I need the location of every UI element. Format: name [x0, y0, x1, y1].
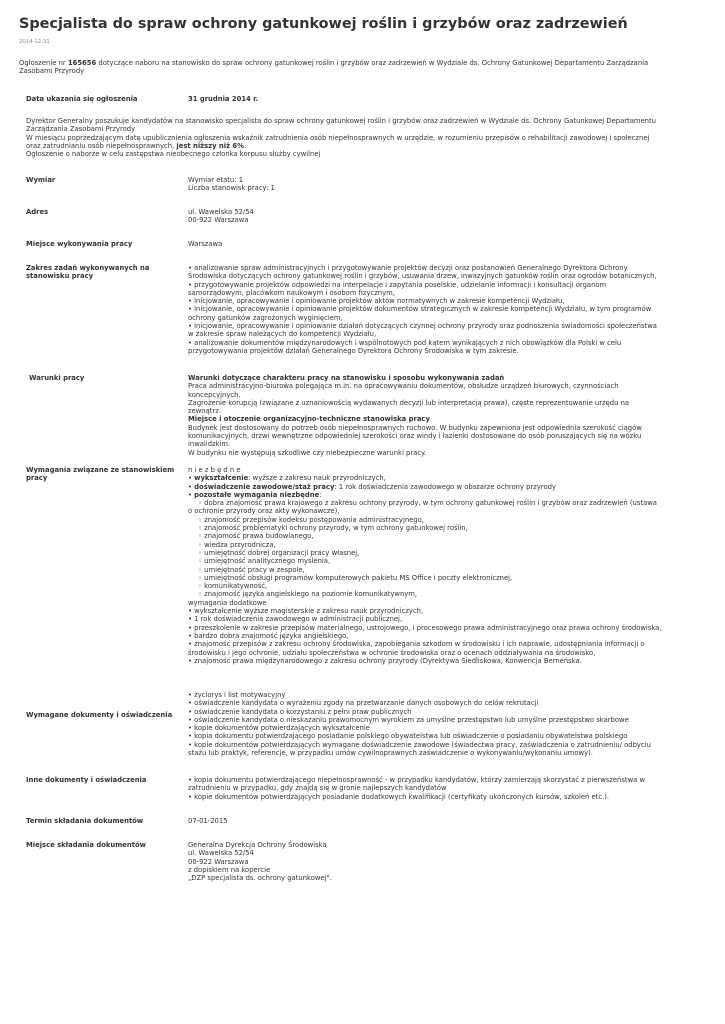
list-item: • inicjowanie, opracowywanie i opiniowanie projektów aktów normatywnych w zakresie kompetencji Wydziału, [188, 297, 565, 306]
sub-list-item: ◦ umiejętność dobrej organizacji pracy własnej, [198, 548, 360, 557]
wyksztalcenie-value: : wyższe z zakresu nauk przyrodniczych, [248, 474, 386, 483]
list-item: • kopie dokumentów potwierdzających posiadanie dodatkowych kwalifikacji (certyfikaty ukończonych kursów, szkoleń etc.). [188, 792, 610, 801]
termin-value: 07-01-2015 [188, 817, 228, 825]
summary-block [26, 117, 656, 158]
publication-date: 2014-12-31 [19, 39, 50, 45]
sub-list-item: ◦ znajomość problematyki ochrony przyrody, w tym ochrony gatunkowej roślin, [198, 524, 468, 533]
list-item: • bardzo dobra znajomość języka angielskiego, [188, 631, 349, 640]
wymiar-value [188, 176, 663, 193]
termin-label: Termin składania dokumentów [26, 817, 144, 825]
summary-line-2-end: . [243, 141, 247, 150]
wyksztalcenie-label: wykształcenie [194, 474, 249, 483]
list-item: • kopia dokumentu potwierdzającego niepełnosprawność - w przypadku kandydatów, którzy zamierzają skorzystać z pierwszeństwa w zatrudnieniu w przypadku, gdy znajdą się w gronie najlepszych kandydatów [188, 776, 646, 793]
sub-list-item: ◦ dobra znajomość prawa krajowego z zakresu ochrony przyrody, w tym ochrony gatunkowej roślin i grzybów oraz zadrzewień (ustawa o ochronie przyrody oraz akty wykonawcze), [188, 499, 657, 516]
intro-paragraph [19, 59, 679, 76]
list-item: • inicjowanie, opracowywanie i opiniowanie działań dotyczących czynnej ochrony przyrody oraz podnoszenia świadomości społeczeństwa w zakresie spraw należących do kompetencji Wydziału, [188, 322, 657, 339]
summary-line-3: Ogłoszenie o naborze w celu zastępstwa nieobecnego członka korpusu służby cywilnej [26, 150, 321, 159]
list-item: • inicjowanie, opracowywanie i opiniowanie projektów dokumentów strategicznych w zakresie kompetencji Wydziału, w tym programów ochrony gatunków zagrożonych wyginięciem, [188, 305, 652, 322]
list-item: • oświadczenie kandydata o wyrażeniu zgody na przetwarzanie danych osobowych do celów rekrutacji [188, 699, 539, 708]
adres-value [188, 208, 663, 225]
list-item: • znajomość przepisów z zakresu ochrony środowiska, zapobiegania szkodom w środowisku i ich naprawie, udostępniania informacji o środowisku i jego ochronie, udziału społeczeństwa w ochronie środowiska oraz o ocenach oddziaływania na środowisko, [188, 640, 645, 657]
address-line: z dopiskiem na kopercie [188, 865, 271, 874]
address-line: Generalna Dyrekcja Ochrony Środowiska [188, 841, 327, 849]
wymiar-line: Liczba stanowisk pracy: 1 [188, 184, 275, 193]
adres-line: ul. Wawelska 52/54 [188, 208, 254, 216]
sub-list-item: ◦ komunikatywność, [198, 582, 268, 591]
sub-list-item: ◦ znajomość przepisów kodeksu postępowania administracyjnego, [198, 515, 424, 524]
doswiadczenie-value: : 1 rok doświadczenia zawodowego w obszarze ochrony przyrody [334, 482, 557, 491]
zakres-label: Zakres zadań wykonywanych na stanowisku pracy [26, 264, 150, 281]
wymiar-label: Wymiar [26, 176, 56, 184]
announcement-date-value: 31 grudnia 2014 r. [188, 95, 259, 103]
pozostale-suffix: : [319, 490, 322, 499]
list-item: • analizowanie dokumentów międzynarodowych i wspólnotowych pod kątem wynikających z nich obowiązków dla Polski w celu przygotowywania projektów działań Generalnego Dyrektora Ochrony Środowiska w tym zakresie. [188, 338, 622, 355]
intro-prefix: Ogłoszenie nr [19, 59, 68, 67]
pozostale-label: pozostałe wymagania niezbędne [194, 490, 320, 499]
address-line: ul. Wawelska 52/54 [188, 849, 254, 858]
warunki-text: Praca administracyjno-biurowa polegająca m.in. na opracowywaniu dokumentów, obsłudze urządzeń biurowych, czynnościach koncepcyjnych. [188, 382, 619, 399]
summary-line-2 [26, 134, 656, 151]
list-item: • życiorys i list motywacyjny [188, 691, 286, 699]
summary-line-1: Dyrektor Generalny poszukuje kandydatów na stanowisko specjalista do spraw ochrony gatunkowej roślin i grzybów oraz zadrzewień w Wydziale ds. Ochrony Gatunkowej Departamentu Zarządzania Zasobami Przyrody [26, 117, 656, 134]
sub-list-item: ◦ umiejętność pracy w zespole, [198, 565, 305, 574]
miejsce-value: Warszawa [188, 240, 223, 248]
doswiadczenie-label: doświadczenie zawodowe/staż pracy [194, 482, 335, 491]
miejsce-skladania-value [188, 841, 663, 882]
list-item: • oświadczenie kandydata o korzystaniu z pełni praw publicznych [188, 707, 412, 716]
miejsce-label: Miejsce wykonywania pracy [26, 240, 133, 248]
sub-list-item: ◦ wiedza przyrodnicza, [198, 540, 276, 549]
miejsce-skladania-label: Miejsce składania dokumentów [26, 841, 146, 849]
dokumenty-value [188, 691, 663, 757]
list-item: • 1 rok doświadczenia zawodowego w administracji publicznej, [188, 615, 403, 624]
warunki-value [188, 374, 663, 457]
zakres-value [188, 264, 663, 355]
list-item: • kopia dokumentu potwierdzającego posiadanie polskiego obywatelstwa lub oświadczenie o posiadaniu obywatelstwa polskiego [188, 732, 628, 741]
inne-label: Inne dokumenty i oświadczenia [26, 776, 147, 784]
list-item: • wykształcenie wyższe magisterskie z zakresu nauk przyrodniczych, [188, 607, 424, 616]
summary-line-2-text: W miesiącu poprzedzającym datę upublicznienia ogłoszenia wskaźnik zatrudnienia osób niepełnosprawnych w urzędzie, w rozumieniu przepisów o rehabilitacji zawodowej i społecznej oraz zatrudnianiu osób niepełnosprawnych, [26, 133, 650, 150]
niezbedne-heading: n i e z b ę d n e [188, 466, 241, 474]
pozostale-item: • pozostałe wymagania niezbędne: [188, 490, 322, 499]
list-item: • kopie dokumentów potwierdzających wymagane doświadczenie zawodowe (świadectwa pracy, zaświadczenia o zatrudnieniu/ odbyciu stażu lub praktyk, referencje, w przypadku umów cywilnoprawnych zaświadczenie o wykonywaniu/wykonaniu umowy). [188, 740, 651, 758]
dokumenty-label: Wymagane dokumenty i oświadczenia [26, 711, 173, 719]
wymagania-label: Wymagania związane ze stanowiskiem pracy [26, 466, 175, 483]
list-item: • znajomość prawa międzynarodowego z zakresu ochrony przyrody (Dyrektywa Siedliskowa, Konwencja Berneńska. [188, 656, 582, 665]
warunki-text: Budynek jest dostosowany do potrzeb osób niepełnosprawnych ruchowo. W budynku zapewniona jest odpowiednia szerokość ciągów komunikacyjnych, drzwi wewnętrzne odpowiedniej szerokości oraz windy i łazienki dostosowane do osób poruszających się na wózku inwalidzkim. [188, 423, 642, 449]
announcement-date-label: Data ukazania się ogłoszenia [26, 95, 138, 103]
list-item: • kopie dokumentów potwierdzających wykształcenie [188, 724, 370, 733]
adres-label: Adres [26, 208, 49, 216]
list-item: • przygotowywanie projektów odpowiedzi na interpelacje i zapytania poselskie, udzielanie informacji i konsultacji organom samorządowym, placówkom naukowym i osobom fizycznym, [188, 280, 607, 297]
wyksztalcenie-item: • wykształcenie: wyższe z zakresu nauk przyrodniczych, [188, 474, 386, 483]
adres-line: 00-922 Warszawa [188, 216, 249, 225]
warunki-text: W budynku nie występują szkodliwe czy niebezpieczne warunki pracy. [188, 448, 427, 457]
inne-value [188, 776, 663, 801]
wymagania-value [188, 466, 663, 665]
doswiadczenie-item: • doświadczenie zawodowe/staż pracy: 1 rok doświadczenia zawodowego w obszarze ochrony przyrody [188, 482, 557, 491]
intro-suffix: dotyczące naboru na stanowisko do spraw ochrony gatunkowej roślin i grzybów oraz zadrzewień w Wydziale ds. Ochrony Gatunkowej Departamentu Zarządzania Zasobami Przyrody [19, 59, 649, 76]
address-line: 00-922 Warszawa [188, 857, 249, 866]
warunki-heading-2: Miejsce i otoczenie organizacyjno-techniczne stanowiska pracy [188, 415, 430, 424]
warunki-heading-1: Warunki dotyczące charakteru pracy na stanowisku i sposobu wykonywania zadań [188, 374, 505, 382]
sub-list-item: ◦ znajomość prawa budowlanego, [198, 532, 314, 541]
list-item: • analizowanie spraw administracyjnych i przygotowywanie projektów decyzji oraz postanowień Generalnego Dyrektora Ochrony Środowiska dotyczących ochrony gatunkowej roślin i grzybów, usuwania drzew, inwazyjnych gatunków roślin oraz ogrodów botanicznych, [188, 264, 657, 281]
page-title: Specjalista do spraw ochrony gatunkowej roślin i grzybów oraz zadrzewień [19, 16, 628, 32]
wymiar-line: Wymiar etatu: 1 [188, 176, 244, 184]
list-item: • oświadczenie kandydata o nieskazaniu prawomocnym wyrokiem za umyślne przestępstwo lub umyślne przestępstwo skarbowe [188, 715, 629, 724]
dodatkowe-heading: wymagania dodatkowe [188, 598, 267, 607]
address-line: „DZP specjalista ds. ochrony gatunkowej". [188, 874, 332, 883]
summary-line-2-bold: jest niższy niż 6% [176, 141, 244, 150]
sub-list-item: ◦ umiejętność analitycznego myślenia, [198, 557, 331, 566]
announcement-number: 165656 [67, 59, 97, 67]
list-item: • przeszkolenie w zakresie przepisów materialnego, ustrojowego, i procesowego prawa administracyjnego oraz prawa ochrony środowiska, [188, 623, 662, 632]
warunki-label: Warunki pracy [29, 374, 85, 382]
warunki-text: Zagrożenie korupcją (związane z uznaniowością wydawanych decyzji lub interpretacją prawa), częste reprezentowanie urzędu na zewnątrz. [188, 398, 630, 416]
sub-list-item: ◦ umiejętność obsługi programów komputerowych pakietu MS Office i poczty elektronicznej, [198, 573, 513, 582]
sub-list-item: ◦ znajomość języka angielskiego na poziomie komunikatywnym, [198, 590, 418, 599]
